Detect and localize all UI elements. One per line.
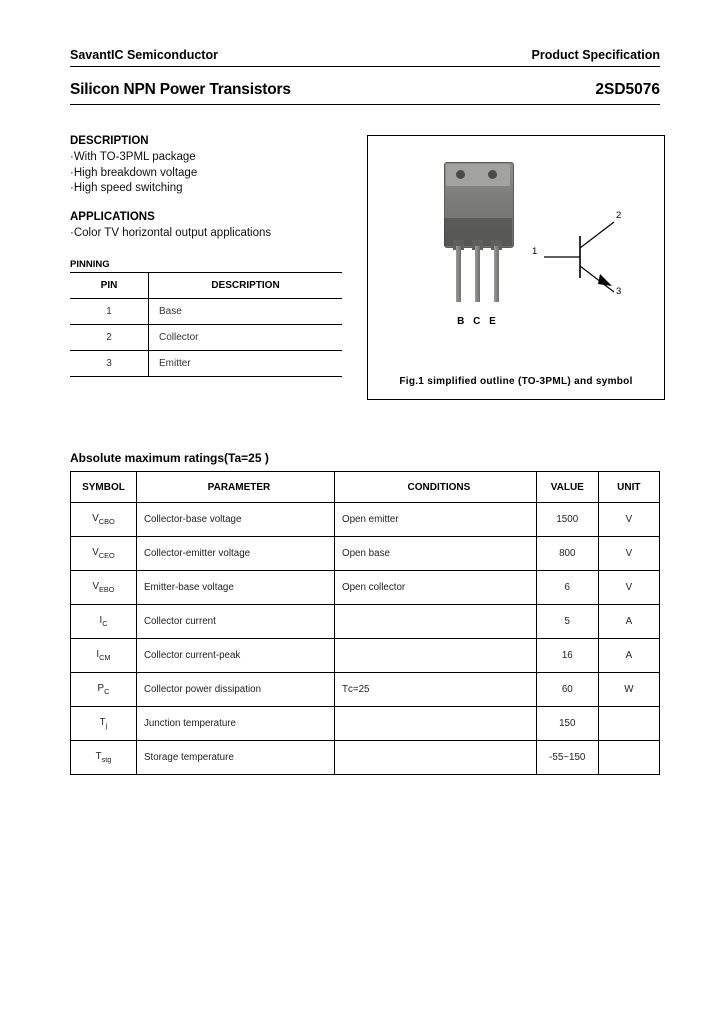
pin-description: Emitter [149,351,343,377]
applications-item: ·Color TV horizontal output applications [70,226,272,239]
symbol-main: V [92,547,99,559]
pin-number: 2 [70,325,149,351]
symbol-main: V [92,581,99,593]
lead-pin [456,246,461,302]
symbol-subscript: stg [101,754,112,764]
description-item: ·High breakdown voltage [70,166,198,179]
rating-conditions [334,707,536,741]
middle-section [70,135,660,425]
ratings-title: Absolute maximum ratings(Ta=25 ) [70,451,269,465]
lead-pin [494,246,499,302]
rating-parameter: Collector power dissipation [136,673,334,707]
rating-conditions [334,741,536,775]
symbol-main: T [99,717,106,729]
rating-unit [598,707,659,741]
rating-conditions [334,605,536,639]
rating-value: -55~150 [536,741,598,775]
rating-unit: V [598,503,659,537]
pinning-col-pin: PIN [70,273,149,299]
symbol-subscript: CM [99,652,111,662]
rating-conditions [334,639,536,673]
table-row [71,741,660,775]
left-column [70,135,370,377]
rating-unit: A [598,639,659,673]
page-title: Silicon NPN Power Transistors [70,81,291,98]
rating-parameter: Collector current-peak [136,639,334,673]
table-row [71,571,660,605]
table-header-row [71,472,660,503]
rating-symbol [71,741,137,775]
rating-parameter: Storage temperature [136,741,334,775]
description-item: ·With TO-3PML package [70,151,196,163]
rating-unit: V [598,571,659,605]
table-row [71,605,660,639]
rating-symbol [71,537,137,571]
document-type: Product Specification [531,48,660,62]
document-sheet [10,10,710,1002]
table-row [71,537,660,571]
rating-conditions: Open collector [334,571,536,605]
rating-value: 1500 [536,503,598,537]
figure-box [367,135,665,400]
table-row [71,503,660,537]
npn-symbol-svg [538,202,648,312]
rating-value: 5 [536,605,598,639]
symbol-pin-3-label: 3 [616,286,622,297]
rating-unit: W [598,673,659,707]
table-row [71,707,660,741]
pin-number: 1 [70,299,149,325]
rating-unit: V [598,537,659,571]
mounting-hole-icon [456,170,465,179]
rating-symbol [71,571,137,605]
description-item: ·High speed switching [70,182,183,194]
rating-symbol [71,503,137,537]
rating-unit: A [598,605,659,639]
ratings-col-parameter: PARAMETER [136,472,334,503]
package-outline-image [430,162,526,312]
rating-parameter: Emitter-base voltage [136,571,334,605]
table-header-row [70,273,342,299]
rating-symbol [71,707,137,741]
figure-pin-letters: B C E [457,316,499,327]
figure-caption: Fig.1 simplified outline (TO-3PML) and symbol [399,376,633,387]
symbol-main: P [97,683,105,695]
symbol-subscript: j [105,720,108,730]
rating-value: 6 [536,571,598,605]
rating-parameter: Collector-emitter voltage [136,537,334,571]
ratings-col-value: VALUE [536,472,598,503]
rating-value: 60 [536,673,598,707]
rating-parameter: Junction temperature [136,707,334,741]
rating-conditions: Open base [334,537,536,571]
table-row [71,639,660,673]
rating-conditions: Tс=25 [334,673,536,707]
symbol-pin-2-label: 2 [616,210,622,221]
symbol-main: I [99,615,103,627]
rating-symbol [71,605,137,639]
mounting-hole-icon [488,170,497,179]
lead-pin [475,246,480,302]
rating-parameter: Collector current [136,605,334,639]
table-row [71,673,660,707]
spacer [70,197,370,211]
part-number: 2SD5076 [595,81,660,98]
title-row [70,81,660,104]
table-row [70,351,342,377]
absolute-maximum-ratings-table [70,471,660,775]
rating-conditions: Open emitter [334,503,536,537]
pin-number: 3 [70,351,149,377]
rating-parameter: Collector-base voltage [136,503,334,537]
symbol-main: V [92,513,99,525]
rating-value: 800 [536,537,598,571]
pinning-col-description: DESCRIPTION [149,273,343,299]
applications-heading: APPLICATIONS [70,210,155,223]
symbol-pin-1-label: 1 [532,246,538,257]
symbol-subscript: EBO [98,584,115,594]
transistor-symbol-icon [532,202,648,312]
header-divider [70,66,660,67]
table-row [70,325,342,351]
pin-description: Base [149,299,343,325]
rating-value: 150 [536,707,598,741]
symbol-subscript: C [104,686,110,696]
company-name: SavantIC Semiconductor [70,48,218,62]
symbol-subscript: C [102,618,108,628]
pinning-table [70,272,342,377]
symbol-main: I [96,649,100,661]
rating-symbol [71,639,137,673]
ratings-col-unit: UNIT [598,472,659,503]
ratings-col-symbol: SYMBOL [71,472,137,503]
rating-value: 16 [536,639,598,673]
pin-description: Collector [149,325,343,351]
title-divider [70,104,660,105]
document-content [70,48,660,775]
symbol-subscript: CBO [98,516,115,526]
pinning-label: PINNING [70,259,110,270]
description-heading: DESCRIPTION [70,135,149,147]
document-header [70,48,660,66]
rating-symbol [71,673,137,707]
table-row [70,299,342,325]
symbol-main: T [95,751,102,763]
symbol-subscript: CEO [98,550,115,560]
rating-unit [598,741,659,775]
ratings-col-conditions: CONDITIONS [334,472,536,503]
